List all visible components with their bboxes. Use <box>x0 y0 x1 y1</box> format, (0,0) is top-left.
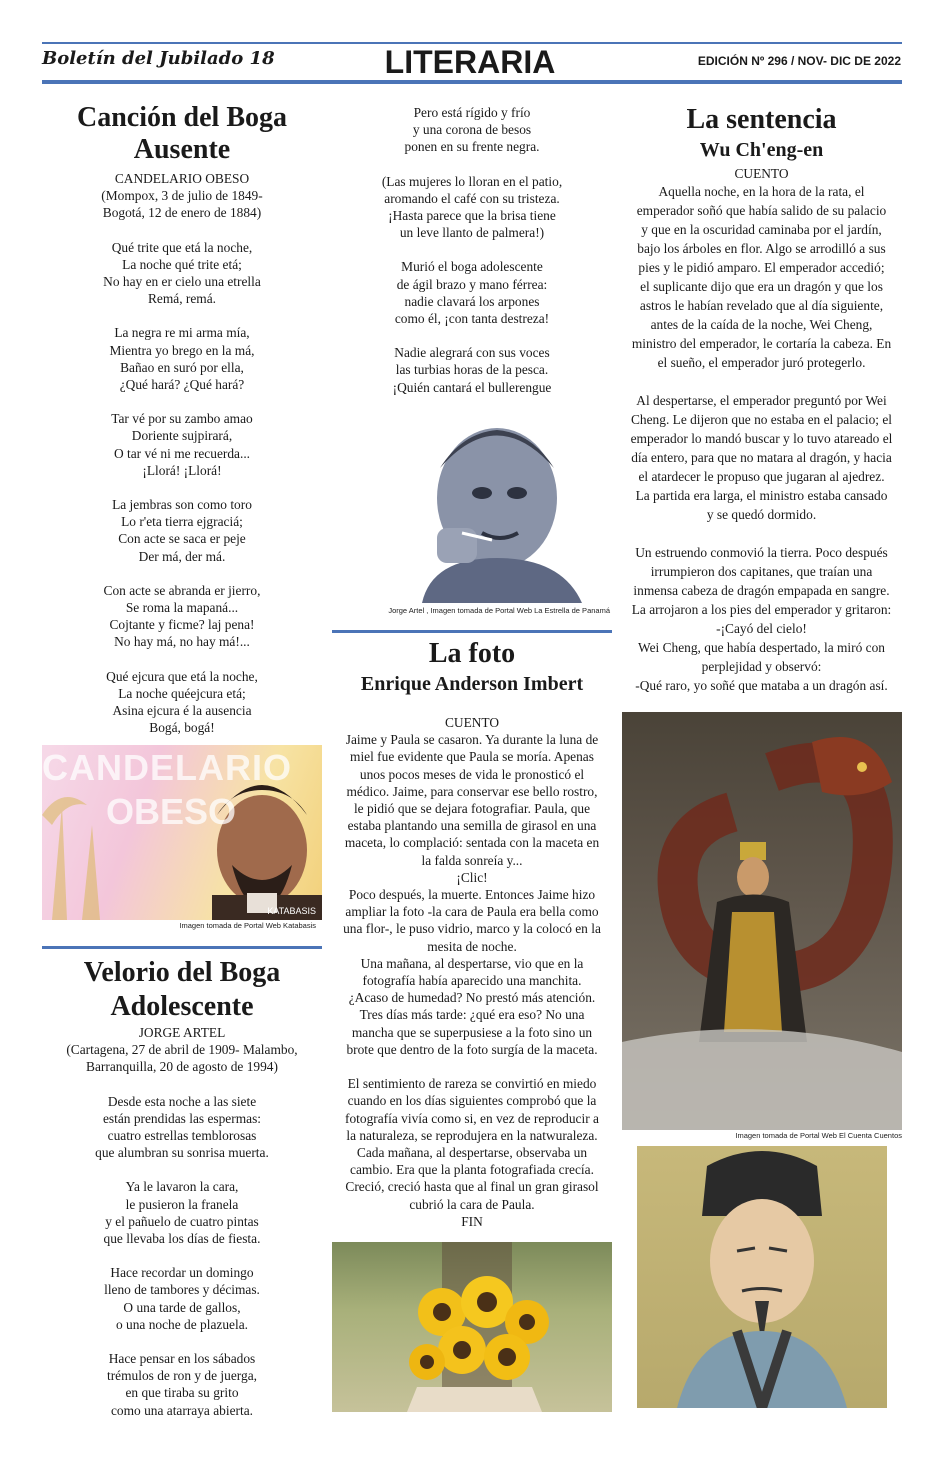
verse-line: aromando el café con su tristeza. <box>384 190 560 206</box>
text-line: cubrió la cara de Paula. <box>409 1196 535 1212</box>
verse-line: Doriente sujpirará, <box>131 428 233 444</box>
text-line <box>620 372 903 391</box>
verse-line: La noche qué trite etá; <box>122 256 242 272</box>
story-title: La sentencia <box>686 104 837 135</box>
verse-line: Remá, remá. <box>147 291 217 307</box>
verse-line: Nadie alegrará con sus voces <box>394 345 550 361</box>
stanza <box>42 410 322 479</box>
verse-line: Qué ejcura que etá la noche, <box>106 668 258 684</box>
text-line: miel fue evidente que Paula se moría. Apenas <box>350 749 594 765</box>
verse-line: cuatro estrellas temblorosas <box>107 1128 257 1144</box>
text-line: día entero, para que no matara al dragón, y hacia <box>631 450 892 466</box>
text-line: emperador soñó que había salido de su palacio <box>636 203 887 219</box>
poem-title: Canción del Boga Ausente <box>76 102 288 165</box>
verse-line: Lo r'eta tierra ejgraciá; <box>121 514 243 530</box>
poem-author: CANDELARIO OBESO (Mompox, 3 de julio de 1849- Bogotá, 12 de enero de 1884) <box>101 171 263 221</box>
text-line: perplejidad y observó: <box>701 659 822 675</box>
stanza <box>332 344 612 396</box>
text-line: Al despertarse, el emperador preguntó por Wei <box>636 393 887 409</box>
stanza <box>332 173 612 242</box>
verse-line: No hay en er cielo una etrella <box>103 274 261 290</box>
text-line: cambio. Era que la planta fotografiada crecía. <box>350 1162 594 1178</box>
text-line: Un estruendo conmovió la tierra. Poco después <box>635 545 888 561</box>
text-line: Una mañana, al despertarse, vio que en la <box>360 955 584 971</box>
text-line: maceta, lo complació: sentada con la maceta en <box>344 835 600 851</box>
text-line: Aquella noche, en la hora de la rata, el <box>658 184 865 200</box>
verse-line: que alumbran su sonrisa muerta. <box>95 1145 269 1161</box>
text-line: la falda sonreía y... <box>421 852 523 868</box>
text-line: bajo los árboles en flor. Algo se arrodilló a sus <box>637 241 886 257</box>
text-line: El sentimiento de rareza se convirtió en miedo <box>347 1076 597 1092</box>
verse-line: como él, ¡con tanta destreza! <box>394 311 550 327</box>
story-genre: CUENTO <box>734 166 789 181</box>
poem-velorio-boga <box>42 956 322 1419</box>
stanza <box>42 582 322 651</box>
verse-line: ¡Hasta parece que la brisa tiene <box>388 208 556 224</box>
text-line: astros le habían revelado que al día siguiente, <box>639 298 884 314</box>
poem-body <box>42 239 322 737</box>
verse-line: ¡Quién cantará el bullerengue <box>392 379 552 395</box>
poem-velorio-continued <box>332 104 612 396</box>
poem-author: JORGE ARTEL (Cartagena, 27 de abril de 1909- Malambo, Barranquilla, 20 de agosto de 1994) <box>66 1025 298 1075</box>
verse-line: y el pañuelo de cuatro pintas <box>105 1213 259 1229</box>
stanza <box>42 1093 322 1162</box>
image-caption: Jorge Artel , Imagen tomada de Portal Web La Estrella de Panamá <box>388 606 610 615</box>
verse-line: Bañao en suró por ella, <box>120 359 244 375</box>
text-line: mesita de noche. <box>427 938 517 954</box>
verse-line: Pero está rígido y frío <box>413 105 531 120</box>
stanza <box>42 496 322 565</box>
verse-line: Mientra yo brego en la má, <box>109 342 255 358</box>
header-rule-bottom <box>42 80 902 84</box>
text-line: y se quedó dormido. <box>706 507 817 523</box>
verse-line: O tar vé ni me recuerda... <box>113 445 251 461</box>
section-divider <box>42 946 322 949</box>
verse-line: Cojtante y ficme? laj pena! <box>109 617 255 633</box>
verse-line: No hay má, no hay má!... <box>114 634 250 650</box>
text-line: unos pocos meses de vida le pronosticó el <box>359 766 585 782</box>
image-text-name: CANDELARIO <box>42 747 292 788</box>
text-line: mancha que se superpusiese a la foto sino un <box>351 1024 593 1040</box>
verse-line: Der má, der má. <box>138 548 226 564</box>
verse-line: Ya le lavaron la cara, <box>125 1179 239 1195</box>
stanza <box>42 1350 322 1419</box>
stanza <box>42 324 322 393</box>
text-line: Tres días más tarde: ¿qué era eso? No una <box>359 1007 585 1023</box>
stanza <box>42 1178 322 1247</box>
verse-line: o una noche de plazuela. <box>116 1316 248 1332</box>
text-line: Poco después, la muerte. Entonces Jaime hizo <box>348 887 596 903</box>
verse-line: ¡Llorá! ¡Llorá! <box>142 462 222 478</box>
story-author: Enrique Anderson Imbert <box>360 673 584 695</box>
text-line: La arrojaron a los pies del emperador y gritaron: <box>631 602 892 618</box>
text-line: ampliar la foto -la cara de Paula era bella como <box>345 904 599 920</box>
text-line: inmensa cabeza de dragón empapada en sangre. <box>633 583 890 599</box>
text-line: emperador lo mandó buscar y lo tuvo atareado el <box>630 431 893 447</box>
story-body <box>332 731 612 1230</box>
verse-line: Murió el boga adolescente <box>401 259 543 275</box>
verse-line: La noche quéejcura etá; <box>118 685 246 701</box>
candelario-obeso-portrait <box>42 745 322 920</box>
text-line: brote que dentro de la foto surgía de la maceta. <box>346 1041 598 1057</box>
text-line: le pidió que se dejara fotografiar. Paula, que <box>353 801 591 817</box>
verse-line: las turbias horas de la pesca. <box>395 362 549 378</box>
text-line: Wei Cheng, que había despertado, la miró con <box>638 640 885 656</box>
poem-cancion-boga <box>42 102 322 736</box>
stanza <box>42 668 322 737</box>
verse-line: O una tarde de gallos, <box>123 1299 241 1315</box>
verse-line: Tar vé por su zambo amao <box>111 411 253 427</box>
text-line: pies y le pidió amparo. El emperador accedió; <box>638 260 885 276</box>
verse-line: Qué trite que etá la noche, <box>111 239 253 255</box>
section-divider <box>332 630 612 633</box>
bulletin-title: Boletín del Jubilado 18 <box>42 48 275 69</box>
verse-line: Asina ejcura é la ausencia <box>112 703 252 719</box>
verse-line: Hace recordar un domingo <box>110 1265 254 1281</box>
text-line: Creció, creció hasta que al final un gran girasol <box>345 1179 599 1195</box>
verse-line: La negra re mi arma mía, <box>114 325 250 341</box>
section-title: LITERARIA <box>384 44 556 80</box>
verse-line: que llevaba los días de fiesta. <box>103 1231 261 1247</box>
stanza <box>42 1264 322 1333</box>
text-line: y que en la oscuridad caminaba por el jardín, <box>641 222 882 238</box>
text-line: ministro del emperador, le cortaría la cabeza. En <box>631 336 892 352</box>
text-line: -¡Cayó del cielo! <box>716 621 807 637</box>
text-line: Cheng. Le dijeron que no estaba en el palacio; el <box>630 412 893 428</box>
text-line: ¡Clic! <box>456 869 488 885</box>
jorge-artel-portrait <box>332 408 612 603</box>
poem-body <box>42 1093 322 1419</box>
verse-line: en que tiraba su grito <box>125 1385 239 1401</box>
story-title: La foto <box>428 638 516 669</box>
text-line: irrumpieron dos capitanes, que traían una <box>650 564 873 580</box>
stanza <box>42 239 322 308</box>
story-la-sentencia <box>620 104 903 695</box>
text-line: médico. Jaime, para conservar ese bello rostro, <box>346 783 598 799</box>
wu-chengen-portrait <box>637 1146 887 1408</box>
verse-line: Se roma la mapaná... <box>125 600 239 616</box>
story-la-foto <box>332 638 612 1230</box>
story-body <box>620 182 903 695</box>
verse-line: están prendidas las espermas: <box>102 1110 262 1126</box>
sunflowers-photo <box>332 1242 612 1412</box>
verse-line: Bogá, bogá! <box>149 720 215 736</box>
text-line: antes de la caída de la noche, Wei Cheng, <box>650 317 873 333</box>
verse-line: le pusieron la franela <box>125 1196 239 1212</box>
poem-body <box>332 104 612 396</box>
text-line <box>620 524 903 543</box>
text-line: Cada mañana, al despertarse, observaba un <box>356 1145 588 1161</box>
text-line: el sueño, el emperador juró protegerlo. <box>657 355 866 371</box>
text-line: fotografía había aparecido una manchita. <box>362 973 582 989</box>
verse-line: de ágil brazo y mano férrea: <box>396 276 548 292</box>
text-line: La partida era larga, el ministro estaba cansado <box>635 488 888 504</box>
dragon-emperor-illustration <box>622 712 902 1130</box>
verse-line: nadie clavará los arpones <box>404 293 540 309</box>
verse-line: Desde esta noche a las siete <box>107 1093 257 1109</box>
text-line: el atardecer le propuso que jugaran al ajedrez. <box>638 469 885 485</box>
text-line: fotografía vivía como si, en vez de reproducir a <box>345 1110 599 1126</box>
verse-line: y una corona de besos <box>412 122 532 138</box>
edition-label: EDICIÓN Nº 296 / NOV- DIC DE 2022 <box>697 54 901 68</box>
text-line: cuando en los días siguientes comprobó que la <box>347 1093 597 1109</box>
text-line <box>332 1058 612 1075</box>
verse-line: Hace pensar en los sábados <box>108 1351 256 1367</box>
verse-line: lleno de tambores y décimas. <box>104 1282 260 1298</box>
text-line: -Qué raro, yo soñé que mataba a un dragón así. <box>635 678 888 694</box>
image-caption: Imagen tomada de Portal Web El Cuenta Cuentos <box>735 1131 902 1140</box>
image-text-surname: OBESO <box>106 791 237 832</box>
verse-line: trémulos de ron y de juerga, <box>107 1368 257 1384</box>
verse-line: La jembras son como toro <box>112 497 252 513</box>
verse-line: ¿Qué hará? ¿Qué hará? <box>119 377 245 393</box>
image-caption: Imagen tomada de Portal Web Katabasis <box>179 921 316 930</box>
stanza <box>332 258 612 327</box>
verse-line: como una atarraya abierta. <box>110 1402 253 1418</box>
text-line: Jaime y Paula se casaron. Ya durante la luna de <box>345 732 599 748</box>
story-author: Wu Ch'eng-en <box>699 139 824 161</box>
stanza <box>332 104 612 156</box>
story-genre: CUENTO <box>444 715 500 730</box>
verse-line: Con acte se abranda er jierro, <box>103 582 261 598</box>
poem-title: Velorio del Boga Adolescente <box>83 957 281 1022</box>
verse-line: (Las mujeres lo lloran en el patio, <box>381 173 563 189</box>
text-line: el suplicante dijo que era un dragón y que los <box>640 279 883 295</box>
verse-line: Con acte se saca er peje <box>118 531 246 547</box>
text-line: la naturaleza, se reprodujera en la natwuraleza. <box>346 1127 598 1143</box>
image-watermark: KATABASIS <box>267 906 316 916</box>
text-line: estaba plantando una semilla de girasol en una <box>347 818 597 834</box>
text-line: una flor-, le puso vidrio, marco y la colocó en la <box>343 921 601 937</box>
text-line: ¿Acaso de humedad? No prestó más atención. <box>348 990 596 1006</box>
text-line: FIN <box>461 1213 483 1229</box>
verse-line: un leve llanto de palmera!) <box>399 225 545 241</box>
verse-line: ponen en su frente negra. <box>404 139 540 155</box>
